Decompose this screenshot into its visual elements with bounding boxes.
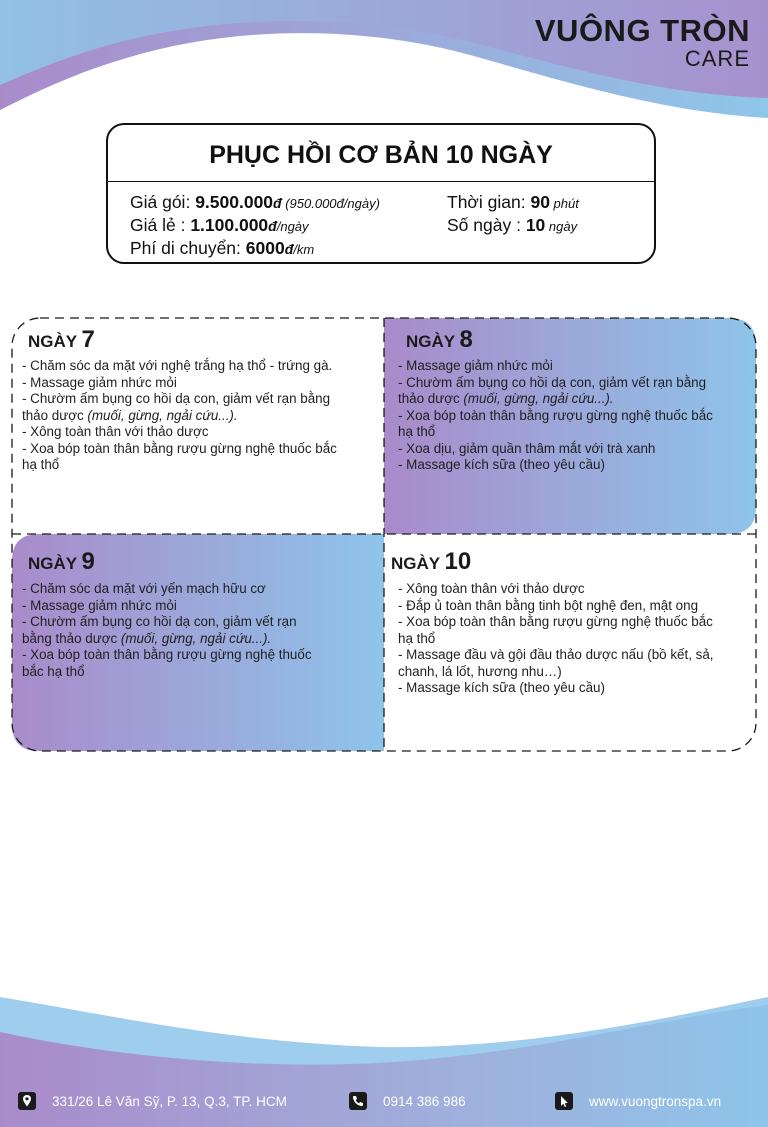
brand-logo xyxy=(535,14,750,70)
list-item: - Massage kích sữa (theo yêu cầu) xyxy=(398,680,605,695)
list-item: - Xoa dịu, giảm quần thâm mắt với trà xanh xyxy=(398,440,656,456)
address-text: 331/26 Lê Văn Sỹ, P. 13, Q.3, TP. HCM xyxy=(52,1093,287,1109)
list-item: - Xoa bóp toàn thân bằng rượu gừng nghệ thuốc bắc xyxy=(398,614,713,629)
footer-address xyxy=(18,1092,287,1110)
list-item: - Massage đầu và gội đầu thảo dược nấu (bồ kết, sả, xyxy=(398,647,714,662)
list-item: - Xông toàn thân với thảo dược xyxy=(398,581,585,596)
list-item: hạ thổ xyxy=(22,457,60,472)
single-price: Giá lẻ : 1.100.000đ/ngày xyxy=(130,215,309,235)
day-9-card xyxy=(11,534,384,752)
list-item: - Chườm ấm bụng co hồi dạ con, giảm vết rạn bằng xyxy=(398,374,707,390)
list-item: - Chăm sóc da mặt với yến mạch hữu cơ xyxy=(22,581,266,596)
day-9-items xyxy=(22,581,312,680)
brand-name: VUÔNG TRÒN xyxy=(534,13,750,48)
day-10-title: NGÀY 10 xyxy=(391,548,472,575)
package-card xyxy=(106,123,656,264)
list-item: - Xông toàn thân với thảo dược xyxy=(22,424,209,439)
website-link[interactable]: www.vuongtronspa.vn xyxy=(589,1093,722,1109)
cursor-icon xyxy=(555,1092,573,1110)
day-9-title: NGÀY 9 xyxy=(28,548,95,575)
location-pin-icon xyxy=(18,1092,36,1110)
list-item: hạ thổ xyxy=(398,424,436,439)
list-item: - Chườm ấm bụng co hồi dạ con, giảm vết rạn bằng xyxy=(22,391,331,406)
footer-contact xyxy=(0,1092,768,1116)
list-item: - Massage kích sữa (theo yêu cầu) xyxy=(398,457,605,472)
footer-phone[interactable] xyxy=(349,1092,466,1110)
day-10-card xyxy=(384,534,757,752)
list-item: - Massage giảm nhức mỏi xyxy=(398,358,553,373)
day-10-items xyxy=(398,581,714,697)
list-item: - Xoa bóp toàn thân bằng rượu gừng nghệ thuốc xyxy=(22,647,312,662)
list-item: thảo dược (muối, gừng, ngải cứu...). xyxy=(22,407,238,423)
day-8-items xyxy=(398,358,713,474)
list-item: hạ thổ xyxy=(398,630,436,646)
footer-website[interactable] xyxy=(555,1092,721,1110)
list-item: bằng thảo dược (muối, gừng, ngải cứu...). xyxy=(22,630,272,646)
phone-text[interactable]: 0914 386 986 xyxy=(383,1093,466,1109)
brand-subtitle: CARE xyxy=(684,46,750,71)
session-time: Thời gian: 90 phút xyxy=(447,192,579,212)
list-item: - Xoa bóp toàn thân bằng rượu gừng nghệ thuốc bắc xyxy=(398,407,713,423)
day-count: Số ngày : 10 ngày xyxy=(447,215,578,235)
day-7-items xyxy=(22,358,337,474)
travel-fee: Phí di chuyển: 6000đ/km xyxy=(130,238,315,258)
list-item: thảo dược (muối, gừng, ngải cứu...). xyxy=(398,391,614,406)
day-7-card xyxy=(11,317,384,534)
day-7-title: NGÀY 7 xyxy=(28,326,95,353)
list-item: - Đắp ủ toàn thân bằng tinh bột nghệ đen, mật ong xyxy=(398,597,699,613)
day-schedule-grid xyxy=(11,317,757,752)
list-item: bắc hạ thổ xyxy=(22,663,85,679)
day-8-title: NGÀY 8 xyxy=(406,326,473,353)
list-item: - Massage giảm nhức mỏi xyxy=(22,374,177,390)
package-title: PHỤC HỒI CƠ BẢN 10 NGÀY xyxy=(108,125,654,182)
list-item: - Chườm ấm bụng co hồi dạ con, giảm vết rạn xyxy=(22,614,297,629)
list-item: chanh, lá lốt, hương nhu…) xyxy=(398,663,562,679)
list-item: - Xoa bóp toàn thân bằng rượu gừng nghệ thuốc bắc xyxy=(22,440,337,456)
phone-icon xyxy=(349,1092,367,1110)
day-8-card xyxy=(384,317,757,534)
list-item: - Chăm sóc da mặt với nghệ trắng hạ thổ - trứng gà. xyxy=(22,358,333,373)
list-item: - Massage giảm nhức mỏi xyxy=(22,597,177,613)
package-price: Giá gói: 9.500.000đ (950.000đ/ngày) xyxy=(130,192,380,212)
